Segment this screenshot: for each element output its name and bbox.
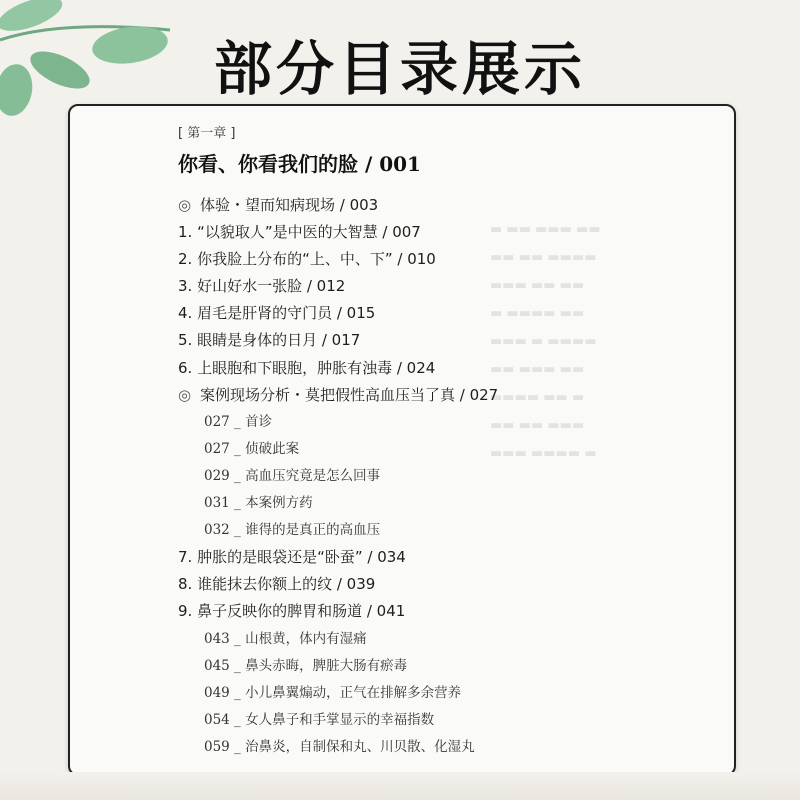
book-page (68, 104, 736, 776)
circle-bullet-icon: ◎ (178, 196, 192, 214)
toc-item: 7. 肿胀的是眼袋还是“卧蚕” / 034 (178, 548, 406, 567)
toc-subitem: 027 _ 首诊 (204, 413, 273, 430)
chapter-tag: [ 第一章 ] (178, 126, 236, 141)
toc-section: ◎ 体验・望而知病现场 / 003 (178, 192, 718, 219)
bleed-through-text: ▬ ▬▬ ▬▬▬ ▬▬ ▬▬ ▬▬ ▬▬▬▬ ▬▬▬ ▬▬ ▬▬ ▬ ▬▬▬▬ ▬▬ ▬▬▬ ▬ ▬▬▬▬ ▬▬ ▬▬▬ ▬▬ ▬▬▬▬ ▬▬ ▬ ▬▬ ▬▬ ▬▬▬ ▬▬▬ ▬▬▬▬ ▬ (490, 222, 601, 461)
toc-item: 1. “以貌取人”是中医的大智慧 / 007 (178, 223, 421, 242)
toc-item: 3. 好山好水一张脸 / 012 (178, 277, 346, 296)
toc-item: 6. 上眼胞和下眼胞，肿胀有浊毒 / 024 (178, 358, 436, 377)
toc-item: 8. 谁能抹去你额上的纹 / 039 (178, 575, 376, 594)
toc-subitem: 043 _ 山根黄，体内有湿痛 (204, 630, 367, 647)
toc-subitem: 045 _ 鼻头赤晦，脾脏大肠有瘀毒 (204, 657, 408, 674)
toc-subitem: 059 _ 治鼻炎，自制保和丸、川贝散、化湿丸 (204, 738, 475, 755)
chapter-title: 你看、你看我们的脸 / 001 (178, 152, 421, 176)
toc-subitem: 054 _ 女人鼻子和手掌显示的幸福指数 (204, 711, 435, 728)
table-of-contents (178, 192, 718, 761)
toc-subitem: 032 _ 谁得的是真正的高血压 (204, 522, 381, 539)
bottom-background (0, 772, 800, 800)
toc-subitem: 027 _ 侦破此案 (204, 440, 300, 457)
toc-item: 2. 你我脸上分布的“上、中、下” / 010 (178, 250, 436, 269)
toc-subitem: 049 _ 小儿鼻翼煽动，正气在排解多余营养 (204, 684, 462, 701)
toc-subitem: 029 _ 高血压究竟是怎么回事 (204, 467, 381, 484)
circle-bullet-icon: ◎ (178, 385, 192, 404)
toc-item: 9. 鼻子反映你的脾胃和肠道 / 041 (178, 602, 406, 621)
banner-title: 部分目录展示 (213, 35, 586, 103)
toc-subitem: 031 _ 本案例方药 (204, 495, 313, 512)
toc-item: 4. 眉毛是肝肾的守门员 / 015 (178, 304, 376, 323)
toc-section: ◎ 案例现场分析・莫把假性高血压当了真 / 027 (178, 382, 718, 409)
toc-item: 5. 眼睛是身体的日月 / 017 (178, 331, 361, 350)
